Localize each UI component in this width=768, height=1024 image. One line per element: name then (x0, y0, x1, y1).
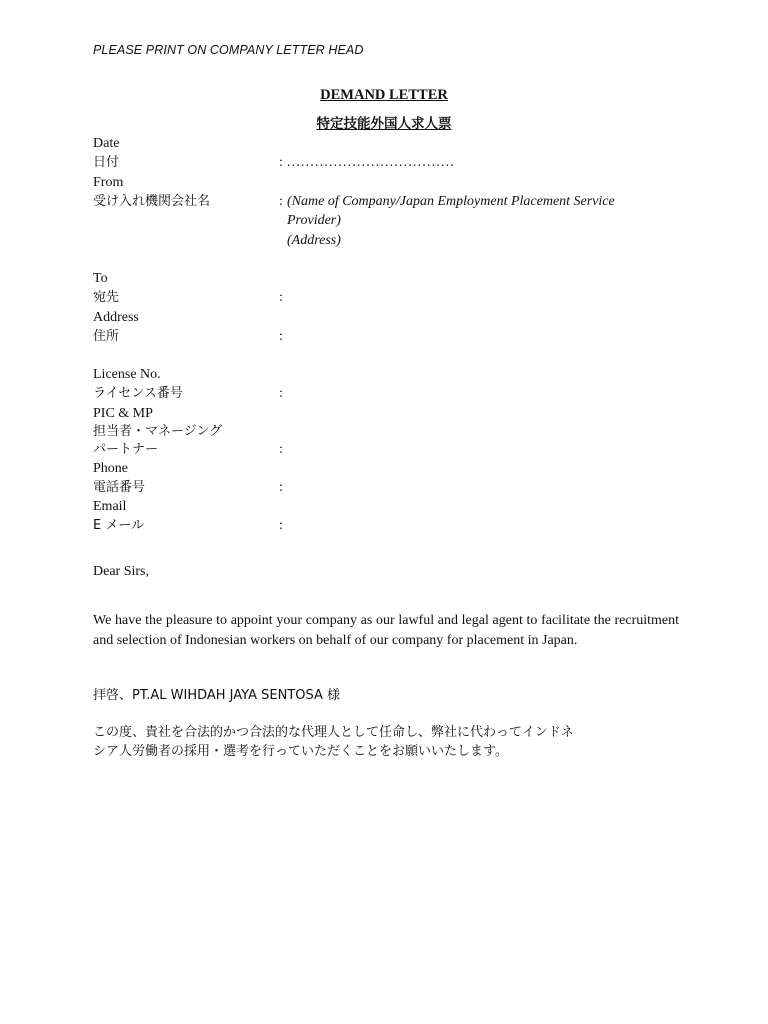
label-email-jp: E メール (93, 518, 145, 533)
title-japanese: 特定技能外国人求人票 (316, 116, 452, 132)
address-colon: : (279, 329, 283, 344)
label-license: License No. (93, 367, 161, 382)
label-license-jp: ライセンス番号 (93, 386, 183, 401)
from-value-address: (Address) (287, 233, 341, 248)
phone-colon: : (279, 480, 283, 495)
greeting-japanese: 拝啓、PT.AL WIHDAH JAYA SENTOSA 様 (93, 688, 341, 703)
date-value: : ……………………………… (279, 155, 455, 170)
to-colon: : (279, 290, 283, 305)
from-value-provider: Provider) (287, 213, 341, 228)
pic-colon: : (279, 442, 283, 457)
label-pic-jp-1: 担当者・マネージング (93, 424, 223, 439)
label-to: To (93, 271, 108, 286)
body-japanese-line-2: シア人労働者の採用・選考を行っていただくことをお願いいたします。 (93, 744, 508, 759)
label-phone-jp: 電話番号 (93, 480, 146, 495)
label-phone: Phone (93, 461, 128, 476)
label-from: From (93, 175, 124, 190)
label-date-jp: 日付 (93, 155, 120, 170)
letterhead-note: PLEASE PRINT ON COMPANY LETTER HEAD (93, 43, 364, 57)
from-value-company: (Name of Company/Japan Employment Placement Service (287, 194, 615, 209)
label-to-jp: 宛先 (93, 290, 120, 305)
title-english: DEMAND LETTER (320, 87, 448, 103)
from-colon: : (279, 194, 283, 209)
salutation: Dear Sirs, (93, 564, 149, 579)
license-colon: : (279, 386, 283, 401)
body-japanese-line-1: この度、貴社を合法的かつ合法的な代理人として任命し、弊社に代わってインドネ (93, 725, 574, 740)
label-address-jp: 住所 (93, 329, 120, 344)
label-address: Address (93, 310, 139, 325)
label-email: Email (93, 499, 127, 514)
label-date: Date (93, 136, 120, 151)
email-colon: : (279, 518, 283, 533)
label-from-jp: 受け入れ機関会社名 (93, 194, 211, 209)
label-pic: PIC & MP (93, 406, 153, 421)
label-pic-jp-2: パートナー (93, 442, 159, 457)
body-paragraph-english: We have the pleasure to appoint your company as our lawful and legal agent to facilitate the recruitment and selection of Indonesian workers on behalf of our company for placement in Japan. (93, 613, 679, 648)
